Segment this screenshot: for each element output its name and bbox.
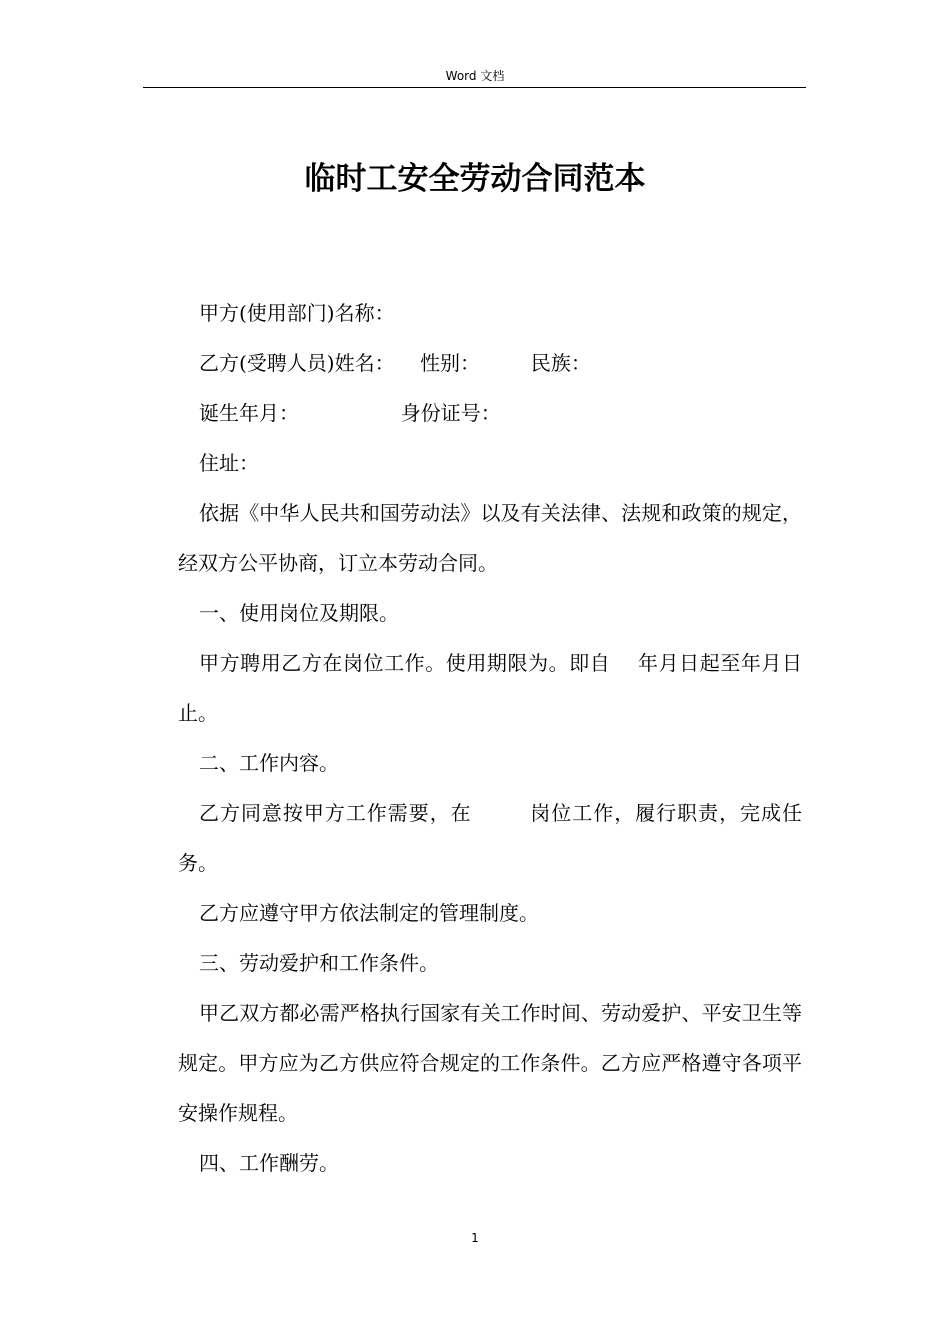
paragraph-birth-id: 诞生年月： 身份证号： — [199, 401, 501, 425]
paragraph-protection: 甲乙双方都必需严格执行国家有关工作时间、劳动爱护、平安卫生等规定。甲方应为乙方供应符合规定的工作条件。乙方应严格遵守各项平安操作规程。 — [178, 1001, 802, 1125]
paragraph-position-term: 甲方聘用乙方在岗位工作。使用期限为。即自 年月日起至年月日止。 — [178, 651, 802, 725]
page-number: 1 — [471, 1231, 479, 1245]
header-divider — [143, 87, 806, 88]
paragraph-legal-basis: 依据《中华人民共和国劳动法》以及有关法律、法规和政策的规定，经双方公平协商，订立本劳动合同。 — [178, 501, 802, 575]
paragraph-party-b-info: 乙方(受聘人员)姓名： 性别： 民族： — [199, 351, 591, 375]
paragraph-work-content: 乙方同意按甲方工作需要，在 岗位工作，履行职责，完成任务。 — [178, 801, 802, 875]
section-heading-protection: 三、劳动爱护和工作条件。 — [199, 951, 439, 975]
paragraph-rules: 乙方应遵守甲方依法制定的管理制度。 — [199, 901, 539, 925]
section-heading-remuneration: 四、工作酬劳。 — [199, 1151, 339, 1175]
section-heading-position-term: 一、使用岗位及期限。 — [199, 601, 399, 625]
document-body — [178, 288, 802, 1188]
paragraph-party-a-name: 甲方(使用部门)名称： — [199, 301, 395, 325]
paragraph-address: 住址： — [199, 451, 259, 475]
document-title: 临时工安全劳动合同范本 — [304, 161, 646, 197]
section-heading-work-content: 二、工作内容。 — [199, 751, 339, 775]
page-header-label: Word 文档 — [445, 69, 505, 83]
